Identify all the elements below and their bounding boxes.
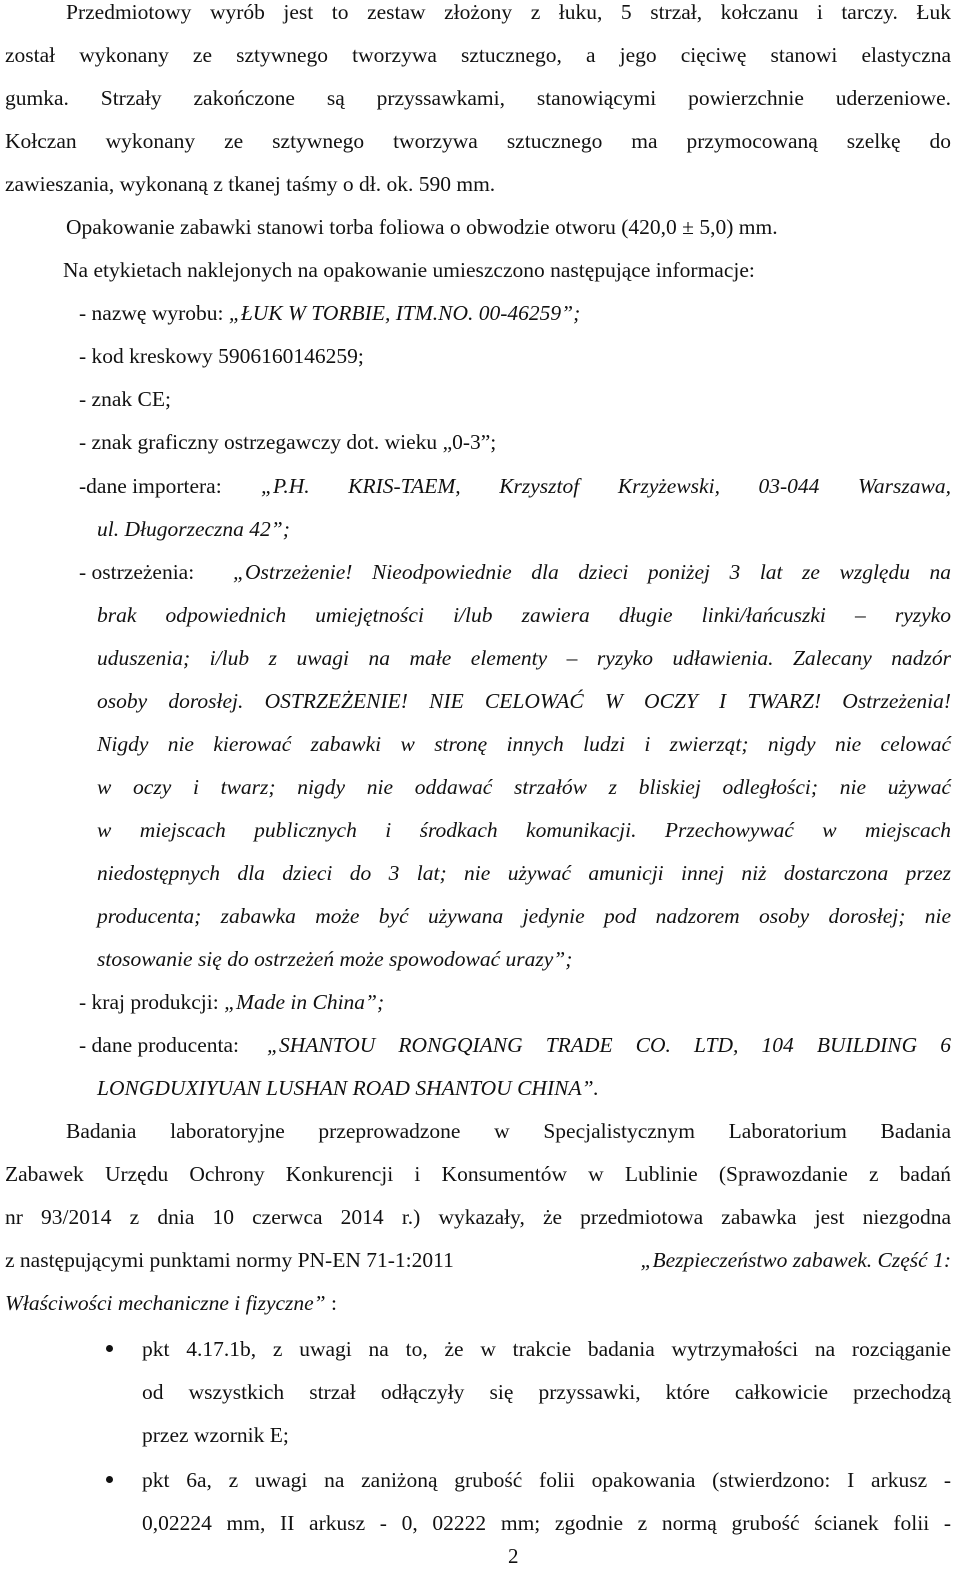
label-key-importer: -dane importera: <box>79 474 222 498</box>
paragraph-text: z następującymi punktami normy PN-EN 71-1:2011 <box>5 1248 454 1272</box>
bullet-line: pkt 6a, z uwagi na zaniżoną grubość folii opakowania (stwierdzono: I arkusz - <box>142 1468 951 1492</box>
paragraph-line: zawieszania, wykonaną z tkanej taśmy o dł. ok. 590 mm. <box>5 172 496 196</box>
label-key-warnings: - ostrzeżenia: <box>79 560 195 584</box>
paragraph-line: nr 93/2014 z dnia 10 czerwca 2014 r.) wykazały, że przedmiotowa zabawka jest niezgodna <box>5 1205 951 1229</box>
paragraph-line: gumka. Strzały zakończone są przyssawkami, stanowiącymi powierzchnie uderzeniowe. <box>5 86 951 110</box>
paragraph-line <box>5 1290 337 1316</box>
bullet-icon <box>106 1476 113 1483</box>
warning-line: Nigdy nie kierować zabawki w stronę innych ludzi i zwierząt; nigdy nie celować <box>97 732 951 756</box>
label-key-producer: - dane producenta: <box>79 1033 239 1057</box>
label-value-producer: „SHANTOU RONGQIANG TRADE CO. LTD, 104 BUILDING 6 <box>267 1033 951 1057</box>
label-item-country <box>79 989 384 1015</box>
warning-line: brak odpowiednich umiejętności i/lub zawiera długie linki/łańcuszki – ryzyko <box>97 603 951 627</box>
label-value-producer: LONGDUXIYUAN LUSHAN ROAD SHANTOU CHINA”. <box>97 1076 599 1100</box>
bullet-line: 0,02224 mm, II arkusz - 0, 02222 mm; zgodnie z normą grubość ścianek folii - <box>142 1511 951 1535</box>
warning-line: w miejscach publicznych i środkach komunikacji. Przechowywać w miejscach <box>97 818 951 842</box>
bullet-line: pkt 4.17.1b, z uwagi na to, że w trakcie badania wytrzymałości na rozciąganie <box>142 1337 951 1361</box>
label-key: - nazwę wyrobu: <box>79 301 229 325</box>
warning-line: w oczy i twarz; nigdy nie oddawać strzałów z bliskiej odległości; nie używać <box>97 775 951 799</box>
paragraph-text: : <box>325 1291 338 1315</box>
paragraph-line: Przedmiotowy wyrób jest to zestaw złożony z łuku, 5 strzał, kołczanu i tarczy. Łuk <box>66 0 951 24</box>
paragraph-line: został wykonany ze sztywnego tworzywa sztucznego, a jego cięciwę stanowi elastyczna <box>5 43 951 67</box>
label-item-barcode: - kod kreskowy 5906160146259; <box>79 344 364 368</box>
warning-line: producenta; zabawka może być używana jedynie pod nadzorem osoby dorosłej; nie <box>97 904 951 928</box>
label-value-importer: „P.H. KRIS-TAEM, Krzysztof Krzyżewski, 03-044 Warszawa, <box>261 474 951 498</box>
warning-line: osoby dorosłej. OSTRZEŻENIE! NIE CELOWAĆ W OCZY I TWARZ! Ostrzeżenia! <box>97 689 951 713</box>
label-value: „ŁUK W TORBIE, ITM.NO. 00-46259”; <box>228 301 581 325</box>
paragraph-line: Na etykietach naklejonych na opakowanie umieszczono następujące informacje: <box>63 258 755 282</box>
bullet-line: przez wzornik E; <box>142 1423 289 1447</box>
label-value: „0-3”; <box>442 430 497 454</box>
warning-line: niedostępnych dla dzieci do 3 lat; nie używać amunicji innej niż dostarczona przez <box>97 861 951 885</box>
paragraph-line: Badania laboratoryjne przeprowadzone w Specjalistycznym Laboratorium Badania <box>66 1119 951 1143</box>
paragraph-line <box>5 1247 951 1273</box>
standard-title: Właściwości mechaniczne i fizyczne” <box>5 1291 326 1315</box>
label-value: „Made in China”; <box>224 990 385 1014</box>
warning-line: uduszenia; i/lub z uwagi na małe elementy – ryzyko udławienia. Zalecany nadzór <box>97 646 951 670</box>
label-item-name <box>79 300 580 326</box>
warning-line: stosowanie się do ostrzeżeń może spowodować urazy”; <box>97 947 573 971</box>
bullet-line: od wszystkich strzał odłączyły się przyssawki, które całkowicie przechodzą <box>142 1380 951 1404</box>
paragraph-line: Kołczan wykonany ze sztywnego tworzywa sztucznego ma przymocowaną szelkę do <box>5 129 951 153</box>
label-value-importer: ul. Długorzeczna 42”; <box>97 517 290 541</box>
label-item-sign <box>79 429 496 455</box>
page-number: 2 <box>508 1544 519 1568</box>
paragraph-line: Opakowanie zabawki stanowi torba foliowa o obwodzie otworu (420,0 ± 5,0) mm. <box>66 215 778 239</box>
label-key: - znak graficzny ostrzegawczy dot. wieku <box>79 430 443 454</box>
bullet-icon <box>106 1345 113 1352</box>
label-item-ce: - znak CE; <box>79 387 171 411</box>
standard-title: „Bezpieczeństwo zabawek. Część 1: <box>640 1248 951 1272</box>
warning-line: „Ostrzeżenie! Nieodpowiednie dla dzieci poniżej 3 lat ze względu na <box>233 560 951 584</box>
label-key: - kraj produkcji: <box>79 990 225 1014</box>
paragraph-line: Zabawek Urzędu Ochrony Konkurencji i Konsumentów w Lublinie (Sprawozdanie z badań <box>5 1162 951 1186</box>
